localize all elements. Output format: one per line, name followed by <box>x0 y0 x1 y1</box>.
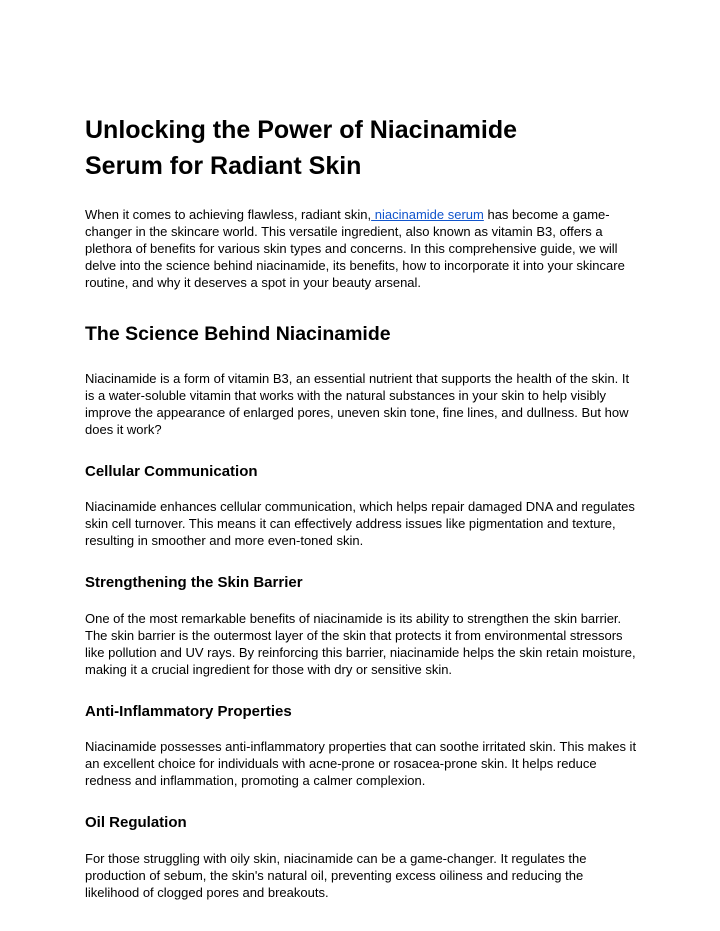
section-heading-science: The Science Behind Niacinamide <box>85 323 391 345</box>
niacinamide-serum-link[interactable]: niacinamide serum <box>371 207 484 222</box>
subheading-oil-regulation: Oil Regulation <box>85 814 187 831</box>
page-title: Unlocking the Power of Niacinamide Serum for Radiant Skin <box>85 116 518 180</box>
intro-text-after-link: has become a game-changer in the skincare world. This versatile ingredient, also known as vitamin B3, offers a plethora of benefits for various skin types and concerns. In this comprehensive guide, we will delve into the science behind niacinamide, its benefits, how to incorporate it into your skincare routine, and why it deserves a spot in your beauty arsenal. <box>85 207 625 290</box>
body-skin-barrier: One of the most remarkable benefits of niacinamide is its ability to strengthen the skin barrier. The skin barrier is the outermost layer of the skin that protects it from environmental stressors like pollution and UV rays. By reinforcing this barrier, niacinamide helps the skin retain moisture, making it a crucial ingredient for those with dry or sensitive skin. <box>85 611 636 677</box>
body-anti-inflammatory: Niacinamide possesses anti-inflammatory properties that can soothe irritated skin. This makes it an excellent choice for individuals with acne-prone or rosacea-prone skin. It helps reduce redness and inflammation, promoting a calmer complexion. <box>85 739 637 788</box>
intro-text-before-link: When it comes to achieving flawless, radiant skin, <box>85 207 372 222</box>
body-cellular-communication: Niacinamide enhances cellular communication, which helps repair damaged DNA and regulates skin cell turnover. This means it can effectively address issues like pigmentation and texture, resulting in smoother and more even-toned skin. <box>85 499 635 548</box>
body-oil-regulation: For those struggling with oily skin, niacinamide can be a game-changer. It regulates the production of sebum, the skin's natural oil, preventing excess oiliness and reducing the likelihood of clogged pores and breakouts. <box>85 851 587 900</box>
section-body-science: Niacinamide is a form of vitamin B3, an essential nutrient that supports the health of the skin. It is a water-soluble vitamin that works with the natural substances in your skin to help visibly improve the appearance of enlarged pores, uneven skin tone, fine lines, and dullness. But how does it work? <box>85 371 630 437</box>
subheading-skin-barrier: Strengthening the Skin Barrier <box>85 574 303 591</box>
intro-paragraph <box>85 206 640 291</box>
subheading-anti-inflammatory: Anti-Inflammatory Properties <box>85 703 292 720</box>
subheading-cellular-communication: Cellular Communication <box>85 463 258 480</box>
